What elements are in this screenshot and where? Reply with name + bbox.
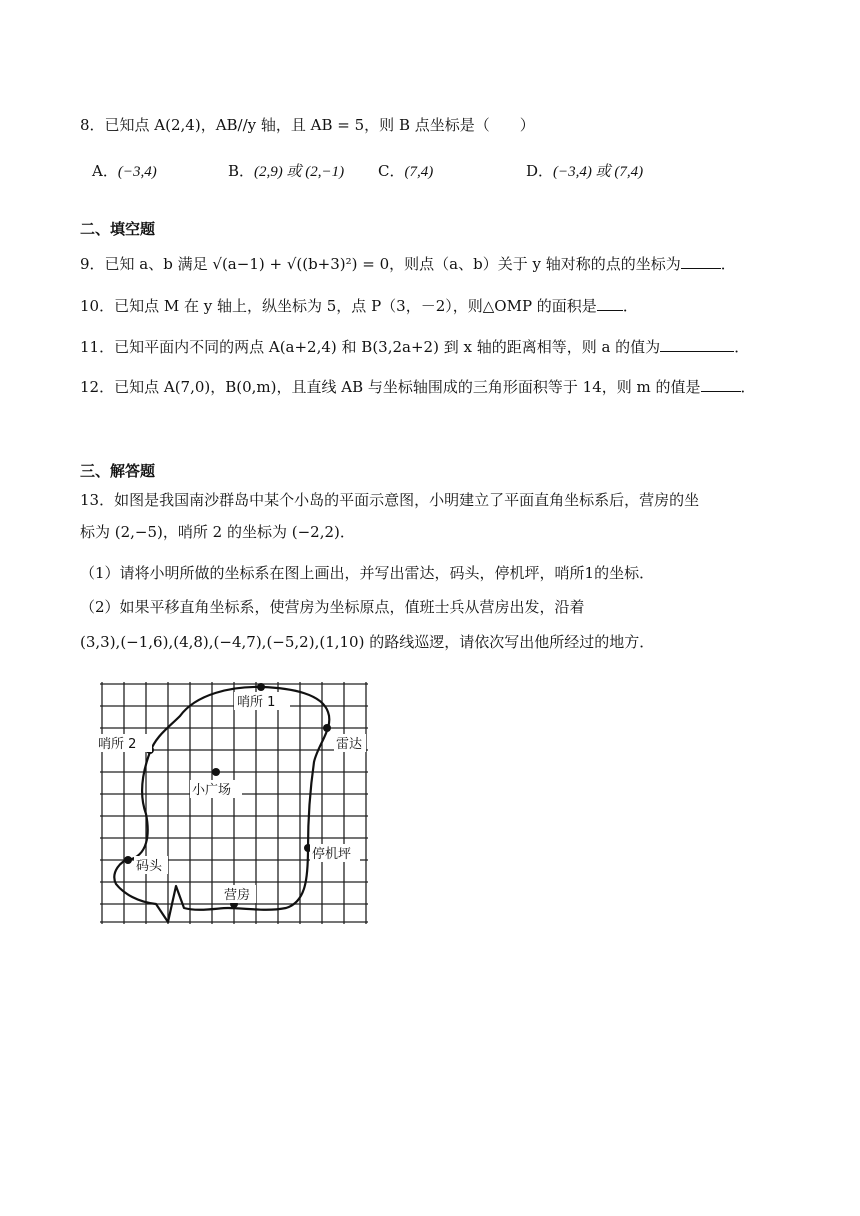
shaosuo1-point [257,683,265,691]
q10-answer-blank[interactable] [597,294,623,311]
section-title-fill-in: 二、填空题 [80,220,156,238]
map-labels [96,692,366,903]
xiaoguangchang-point [212,768,220,776]
q12-text: 12．已知点 A(7,0)，B(0,m)，且直线 AB 与坐标轴围成的三角形面积等于 14，则 m 的值是 [80,378,701,396]
option-text: (−3,4) 或 (7,4) [553,164,644,180]
label-shaosuo2: 哨所 2 [98,737,137,752]
q11: 11．已知平面内不同的两点 A(a+2,4) 和 B(3,2a+2) 到 x 轴的距离相等，则 a 的值为 ． [80,335,749,358]
island-map-figure [96,672,372,926]
q8-option-b[interactable] [228,160,344,183]
q12: 12．已知点 A(7,0)，B(0,m)，且直线 AB 与坐标轴围成的三角形面积等于 14，则 m 的值是 ． [80,375,756,398]
label-yingfang: 营房 [224,888,251,903]
q8-option-d[interactable] [526,160,643,183]
q8-stem: 8．已知点 A(2,4)，AB//y 轴，且 AB = 5，则 B 点坐标是（ ） [80,116,535,134]
q13-part2: （2）如果平移直角坐标系，使营房为坐标原点，值班士兵从营房出发，沿着 [80,598,585,616]
q13-part1: （1）请将小明所做的坐标系在图上画出，并写出雷达，码头，停机坪，哨所1的坐标． [80,564,655,582]
label-shaosuo1: 哨所 1 [237,695,276,710]
q9: 9．已知 a、b 满足 √(a−1) + √((b+3)²) = 0，则点（a、b）关于 y 轴对称的点的坐标为 ． [80,252,736,275]
label-leida: 雷达 [336,737,363,752]
q13-route: (3,3),(−1,6),(4,8),(−4,7),(−5,2),(1,10) 的路线巡逻，请依次写出他所经过的地方． [80,633,655,651]
q8-option-c[interactable] [378,160,433,183]
q11-answer-blank[interactable] [660,335,734,352]
section-title-solve: 三、解答题 [80,462,156,480]
option-label: A． [92,162,118,180]
q11-text: 11．已知平面内不同的两点 A(a+2,4) 和 B(3,2a+2) 到 x 轴的距离相等，则 a 的值为 [80,338,661,356]
option-text: (7,4) [404,164,434,180]
option-label: C． [378,162,405,180]
q9-answer-blank[interactable] [681,252,721,269]
q9-text: 9．已知 a、b 满足 √(a−1) + √((b+3)²) = 0，则点（a、b）关于 y 轴对称的点的坐标为 [80,255,681,273]
option-text: (2,9) 或 (2,−1) [254,164,345,180]
option-text: (−3,4) [117,164,157,180]
label-xiaoguangchang: 小广场 [192,783,232,798]
label-tingjiping: 停机坪 [312,847,352,862]
q13-line2: 标为 (2,−5)，哨所 2 的坐标为 (−2,2)． [80,523,355,541]
q13-line1: 13．如图是我国南沙群岛中某个小岛的平面示意图，小明建立了平面直角坐标系后，营房的坐 [80,491,700,509]
leida-point [323,724,331,732]
label-matou: 码头 [136,859,163,874]
q12-answer-blank[interactable] [701,375,741,392]
q10: 10．已知点 M 在 y 轴上，纵坐标为 5，点 P（3，－2），则△OMP 的面积是 ． [80,294,638,317]
q8-option-a[interactable] [92,160,157,183]
q10-text: 10．已知点 M 在 y 轴上，纵坐标为 5，点 P（3，－2），则△OMP 的面积是 [80,297,597,315]
matou-point [124,856,132,864]
option-label: D． [526,162,554,180]
option-label: B． [228,162,255,180]
